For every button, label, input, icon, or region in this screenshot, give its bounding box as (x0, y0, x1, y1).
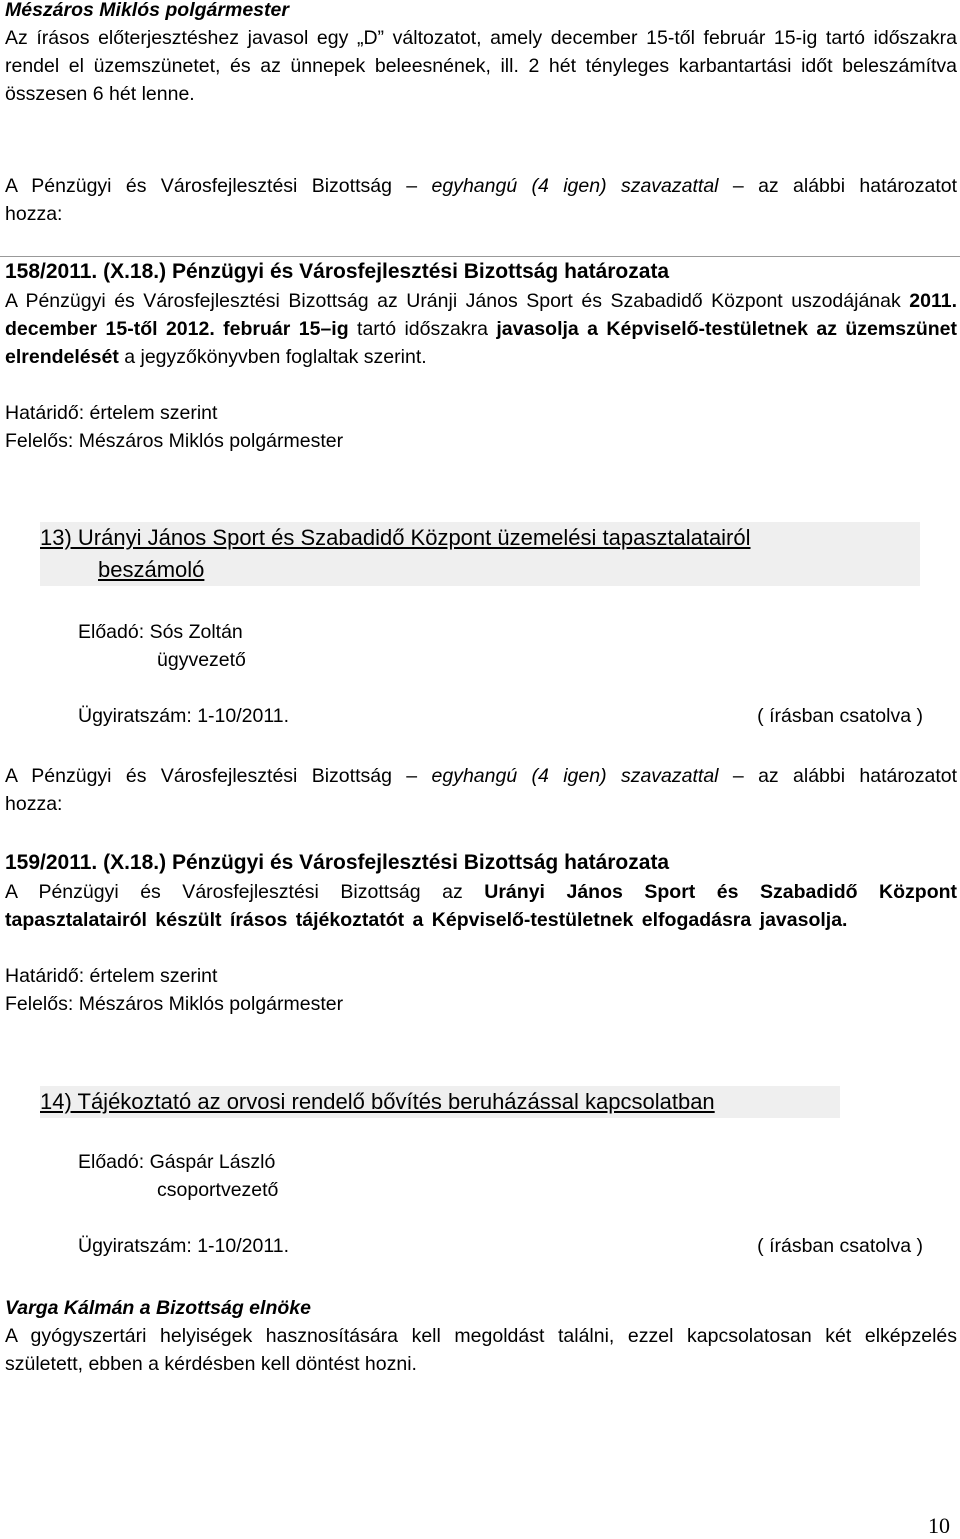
agenda-item-14 (5, 1086, 957, 1260)
responsible: Felelős: Mészáros Miklós polgármester (5, 430, 344, 452)
deadline: Határidő: értelem szerint (5, 965, 218, 987)
vote-prefix: A Pénzügyi és Városfejlesztési Bizottság (5, 765, 392, 787)
attachment-note: ( írásban csatolva ) (757, 705, 923, 727)
speaker-block-1 (5, 0, 957, 108)
speaker-name: Varga Kálmán a Bizottság elnöke (5, 1297, 311, 1319)
agenda-title-line-1: 14) Tájékoztató az orvosi rendelő bővítés beruházással kapcsolatban (40, 1089, 715, 1114)
presenter-name: Sós Zoltán (149, 621, 243, 643)
vote-suffix: az alábbi határozatot hozza: (5, 765, 957, 815)
speaker-text: A gyógyszertári helyiségek hasznosítására kell megoldást találni, ezzel kapcsolatosan két elképzelés született, ebben a kérdésben kell döntést hozni. (5, 1325, 957, 1375)
presenter-label: Előadó: (78, 621, 145, 643)
resolution-text-b: 2011. december 15-től 2012. február 15–ig (5, 290, 958, 340)
resolution-text-e: a jegyzőkönyvben foglaltak szerint. (124, 346, 427, 368)
vote-dash: – (732, 175, 744, 197)
file-number: Ügyiratszám: 1-10/2011. (78, 705, 289, 727)
resolution-title: 159/2011. (X.18.) Pénzügyi és Városfejlesztési Bizottság határozata (5, 851, 670, 874)
attachment-note: ( írásban csatolva ) (757, 1235, 923, 1257)
resolution-158 (0, 256, 960, 455)
agenda-item-13 (5, 522, 957, 730)
presenter-role: ügyvezető (157, 649, 246, 671)
presenter-role: csoportvezető (157, 1179, 279, 1201)
deadline: Határidő: értelem szerint (5, 402, 218, 424)
resolution-text-b: Urányi János Sport és Szabadidő Központ tapasztalatairól készült írásos tájékoztatót a Képviselő-testületnek elfogadásra javasolja. (5, 881, 958, 931)
resolution-text-c: tartó időszakra (357, 318, 488, 340)
vote-suffix: az alábbi határozatot hozza: (5, 175, 957, 225)
agenda-title-line-2: beszámoló (98, 557, 205, 582)
responsible: Felelős: Mészáros Miklós polgármester (5, 993, 344, 1015)
resolution-text-d: javasolja a Képviselő-testületnek az üzemszünet elrendelését (5, 318, 957, 368)
speaker-block-2 (5, 1294, 957, 1378)
vote-count: egyhangú (4 igen) szavazattal (431, 175, 719, 197)
agenda-title-line-1: 13) Urányi János Sport és Szabadidő Központ üzemelési tapasztalatairól (40, 525, 751, 550)
speaker-text: Az írásos előterjesztéshez javasol egy „D” változatot, amely december 15-től február 15-ig tartó időszakra rendel el üzemszünetet, és az ünnepek beleesnének, ill. 2 hét tényleges karbantartási időt beleszámítva összesen 6 hét lenne. (5, 27, 957, 105)
page-number: 10 (928, 1513, 950, 1538)
file-number: Ügyiratszám: 1-10/2011. (78, 1235, 289, 1257)
vote-paragraph-1 (5, 172, 957, 228)
vote-prefix: A Pénzügyi és Városfejlesztési Bizottság (5, 175, 392, 197)
vote-dash: – (406, 175, 418, 197)
speaker-name: Mészáros Miklós polgármester (5, 0, 289, 21)
resolution-text-a: A Pénzügyi és Városfejlesztési Bizottság az (5, 881, 463, 903)
vote-dash: – (406, 765, 418, 787)
resolution-159 (5, 848, 957, 1018)
vote-count: egyhangú (4 igen) szavazattal (431, 765, 719, 787)
vote-paragraph-2 (5, 762, 957, 818)
presenter-name: Gáspár László (149, 1151, 276, 1173)
resolution-title: 158/2011. (X.18.) Pénzügyi és Városfejlesztési Bizottság határozata (5, 260, 670, 283)
resolution-text-a: A Pénzügyi és Városfejlesztési Bizottság az Uránji János Sport és Szabadidő Központ uszodájának (5, 290, 901, 312)
vote-dash: – (732, 765, 744, 787)
presenter-label: Előadó: (78, 1151, 145, 1173)
